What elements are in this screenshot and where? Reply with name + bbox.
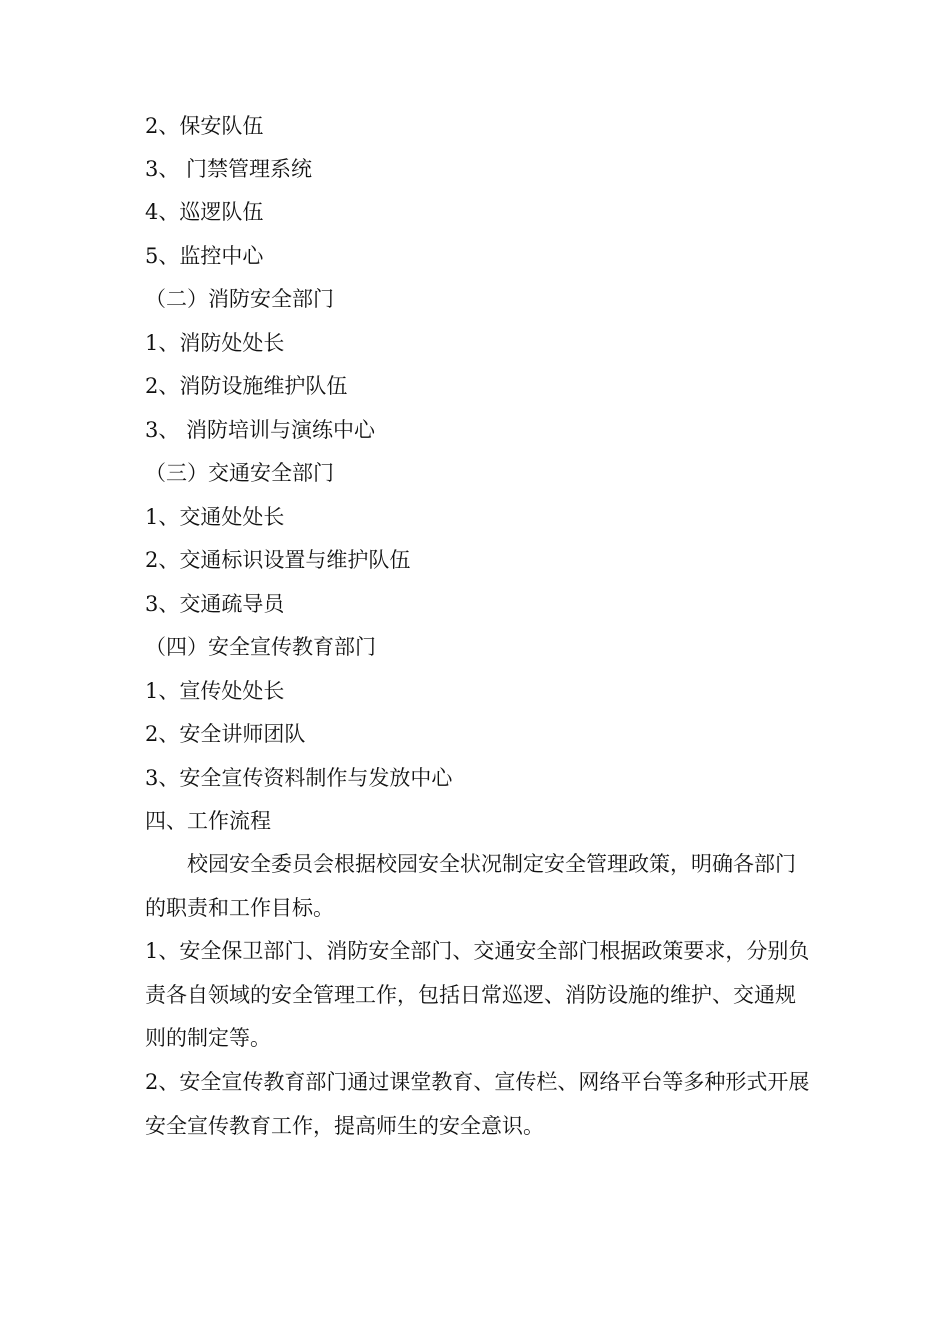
list-item: 1、交通处处长 xyxy=(145,505,285,529)
section-heading: （二）消防安全部门 xyxy=(145,287,334,311)
list-item: 4、巡逻队伍 xyxy=(145,200,264,224)
list-item: 1、宣传处处长 xyxy=(145,679,285,703)
list-item: 2、保安队伍 xyxy=(145,114,264,138)
list-item: 3、 门禁管理系统 xyxy=(145,157,313,181)
section-heading: （三）交通安全部门 xyxy=(145,461,334,485)
body-paragraph xyxy=(145,843,810,930)
paragraph-text: 1、安全保卫部门、消防安全部门、交通安全部门根据政策要求，分别负责各自领域的安全管理工作，包括日常巡逻、消防设施的维护、交通规则的制定等。 xyxy=(145,939,810,1050)
list-item: 2、交通标识设置与维护队伍 xyxy=(145,548,411,572)
list-item: 5、监控中心 xyxy=(145,244,264,268)
list-item: 1、消防处处长 xyxy=(145,331,285,355)
paragraph-text: 2、安全宣传教育部门通过课堂教育、宣传栏、网络平台等多种形式开展安全宣传教育工作，提高师生的安全意识。 xyxy=(145,1070,810,1138)
body-paragraph xyxy=(145,1061,810,1148)
paragraph-text: 校园安全委员会根据校园安全状况制定安全管理政策，明确各部门的职责和工作目标。 xyxy=(145,852,796,920)
list-item: 3、安全宣传资料制作与发放中心 xyxy=(145,766,453,790)
body-paragraph xyxy=(145,930,810,1061)
list-item: 2、安全讲师团队 xyxy=(145,722,306,746)
list-item: 2、消防设施维护队伍 xyxy=(145,374,348,398)
list-item: 3、交通疏导员 xyxy=(145,592,285,616)
list-item: 3、 消防培训与演练中心 xyxy=(145,418,376,442)
section-heading: （四）安全宣传教育部门 xyxy=(145,635,376,659)
chapter-heading: 四、工作流程 xyxy=(145,809,271,833)
